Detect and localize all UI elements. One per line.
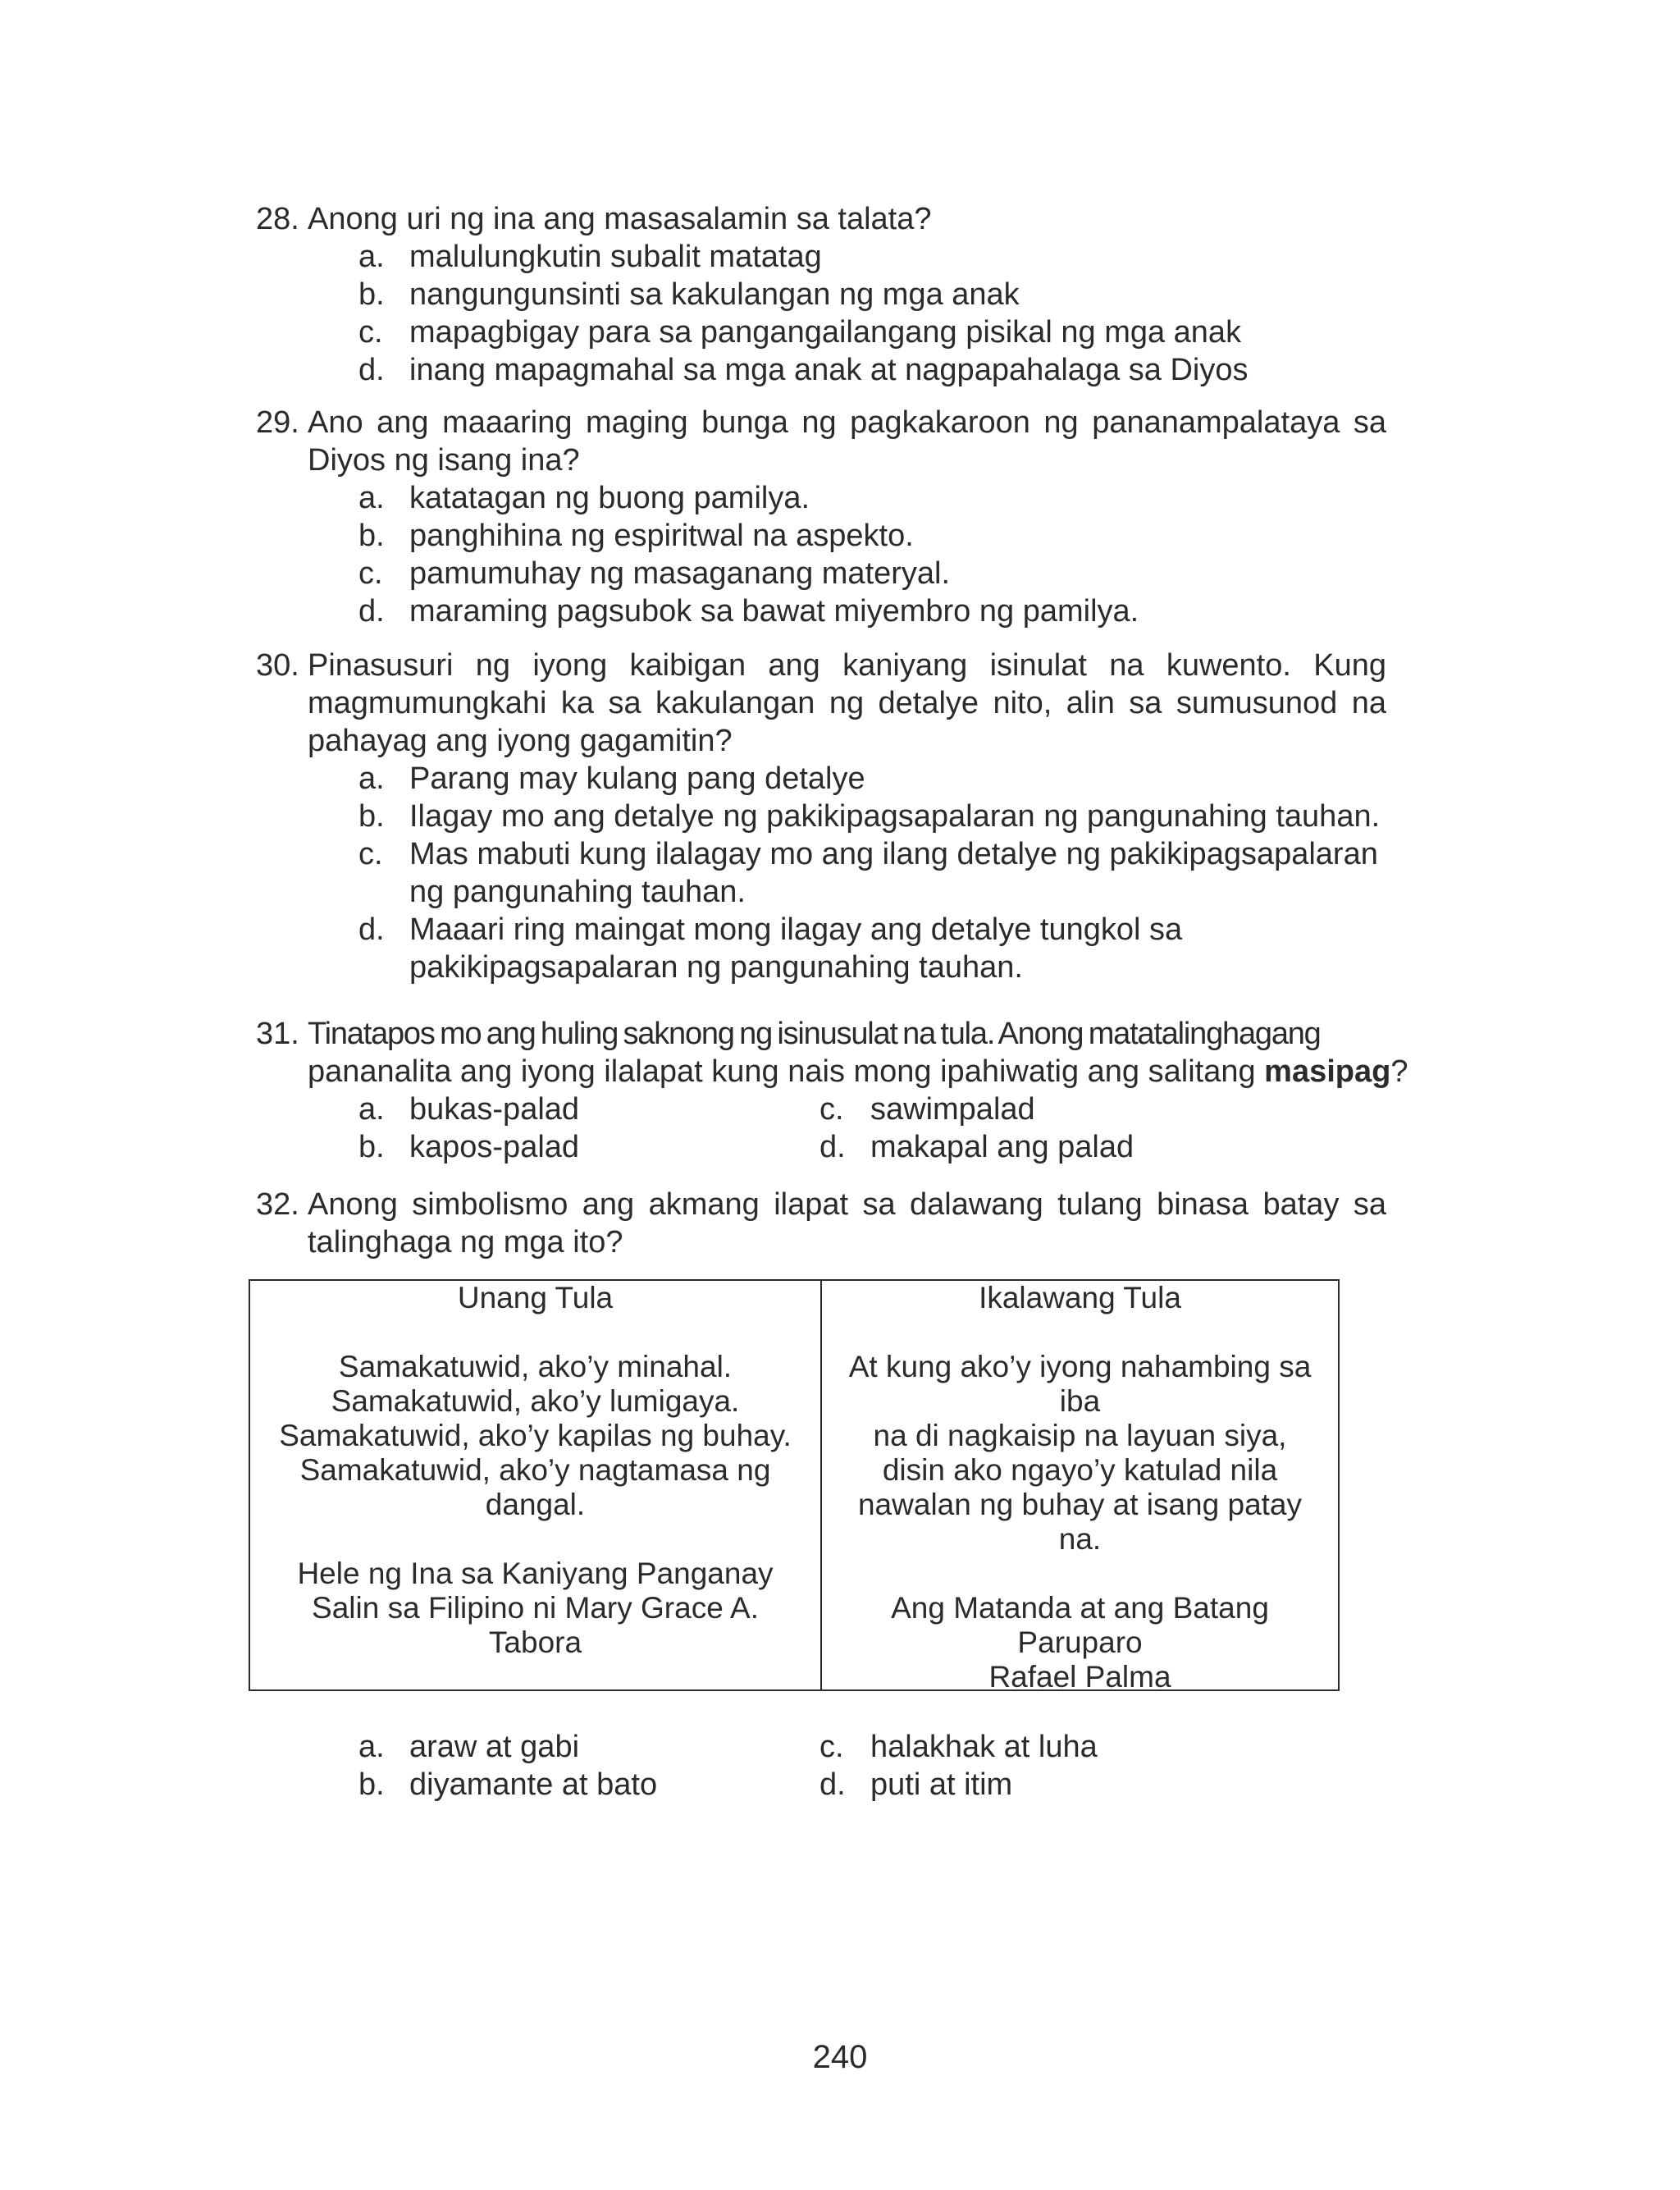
second-poem-column (822, 1281, 1338, 1694)
question-31 (256, 1015, 1408, 1166)
question-30 (256, 647, 1386, 986)
question-text: magmumungkahi ka sa kakulangan ng detalye nito, alin sa sumusunod na (308, 686, 1386, 720)
verse-line: Samakatuwid, ako’y kapilas ng buhay. (279, 1419, 792, 1452)
question-number: 29. (256, 405, 299, 440)
question-number: 31. (256, 1017, 299, 1051)
source-line: Ang Matanda at ang Batang (891, 1591, 1269, 1625)
option-d: d. makapal ang palad (819, 1130, 1134, 1164)
first-poem-column (250, 1281, 822, 1689)
question-text: Pinasusuri ng iyong kaibigan ang kaniyang isinulat na kuwento. Kung (308, 648, 1386, 683)
question-text: Anong uri ng ina ang masasalamin sa talata? (308, 202, 932, 236)
source-line: Paruparo (1017, 1625, 1143, 1659)
option-a: a. katatagan ng buong pamilya. (358, 481, 810, 515)
question-29 (256, 404, 1386, 630)
question-text: Anong simbolismo ang akmang ilapat sa dalawang tulang binasa batay sa (308, 1187, 1386, 1222)
option-a: a. malulungkutin subalit matatag (358, 240, 822, 274)
verse-line: iba (1059, 1384, 1101, 1418)
question-32-options (256, 1728, 1386, 1804)
question-text: Ano ang maaaring maging bunga ng pagkakaroon ng pananampalataya sa (308, 405, 1386, 440)
question-28 (256, 200, 1386, 389)
option-c: c. mapagbigay para sa pangangailangang pisikal ng mga anak (358, 315, 1242, 350)
emphasized-word: masipag (1264, 1054, 1391, 1089)
source-line: Hele ng Ina sa Kaniyang Panganay (297, 1557, 774, 1590)
option-d: d. puti at itim (819, 1767, 1013, 1802)
option-a: a. Parang may kulang pang detalye (358, 761, 865, 796)
verse-line: Samakatuwid, ako’y nagtamasa ng (299, 1453, 771, 1487)
option-c: c. halakhak at luha (819, 1730, 1098, 1764)
option-a: a. araw at gabi (358, 1730, 580, 1764)
question-32 (256, 1186, 1386, 1261)
option-c: c. Mas mabuti kung ilalagay mo ang ilang detalye ng pakikipagsapalaran ng pangunahing tauhan. (358, 837, 1378, 909)
verse-line: At kung ako’y iyong nahambing sa (848, 1350, 1312, 1383)
verse-line: na. (1058, 1522, 1102, 1556)
poem-comparison-table (249, 1279, 1340, 1694)
verse-line: na di nagkaisip na layuan siya, (873, 1419, 1287, 1452)
page-number: 240 (812, 2039, 868, 2075)
question-text: pahayag ang iyong gagamitin? (308, 724, 733, 758)
option-c: c. sawimpalad (819, 1092, 1035, 1127)
source-line: Tabora (488, 1625, 582, 1659)
option-c: c. pamumuhay ng masaganang materyal. (358, 556, 951, 591)
option-b: b. kapos-palad (358, 1130, 580, 1164)
option-d: d. inang mapagmahal sa mga anak at nagpapahalaga sa Diyos (358, 353, 1249, 387)
option-d: d. maraming pagsubok sa bawat miyembro ng pamilya. (358, 594, 1139, 629)
question-text: talinghaga ng mga ito? (308, 1225, 623, 1260)
source-line: Rafael Palma (988, 1660, 1171, 1694)
column-heading: Unang Tula (457, 1281, 614, 1314)
option-a: a. bukas-palad (358, 1092, 580, 1127)
column-heading: Ikalawang Tula (979, 1281, 1181, 1314)
verse-line: disin ako ngayo’y katulad nila (882, 1453, 1278, 1487)
question-text: Tinatapos mo ang huling saknong ng isinusulat na tula. Anong matatalinghagang (308, 1017, 1321, 1051)
question-text: Diyos ng isang ina? (308, 443, 580, 478)
option-b: b. diyamante at bato (358, 1767, 658, 1802)
question-number: 32. (256, 1187, 299, 1222)
option-b: b. nangungunsinti sa kakulangan ng mga anak (358, 277, 1020, 312)
question-text: pananalita ang iyong ilalapat kung nais mong ipahiwatig ang salitang masipag? (308, 1054, 1408, 1089)
verse-line: Samakatuwid, ako’y lumigaya. (331, 1384, 740, 1418)
question-number: 30. (256, 648, 299, 683)
verse-line: Samakatuwid, ako’y minahal. (338, 1350, 733, 1383)
option-b: b. Ilagay mo ang detalye ng pakikipagsapalaran ng pangunahing tauhan. (358, 799, 1381, 834)
option-d: d. Maaari ring maingat mong ilagay ang detalye tungkol sa pakikipagsapalaran ng pangunahing tauhan. (358, 912, 1183, 985)
option-b: b. panghihina ng espiritwal na aspekto. (358, 519, 914, 553)
verse-line: dangal. (485, 1488, 586, 1521)
question-number: 28. (256, 202, 299, 236)
source-line: Salin sa Filipino ni Mary Grace A. (312, 1591, 759, 1625)
verse-line: nawalan ng buhay at isang patay (857, 1488, 1303, 1521)
